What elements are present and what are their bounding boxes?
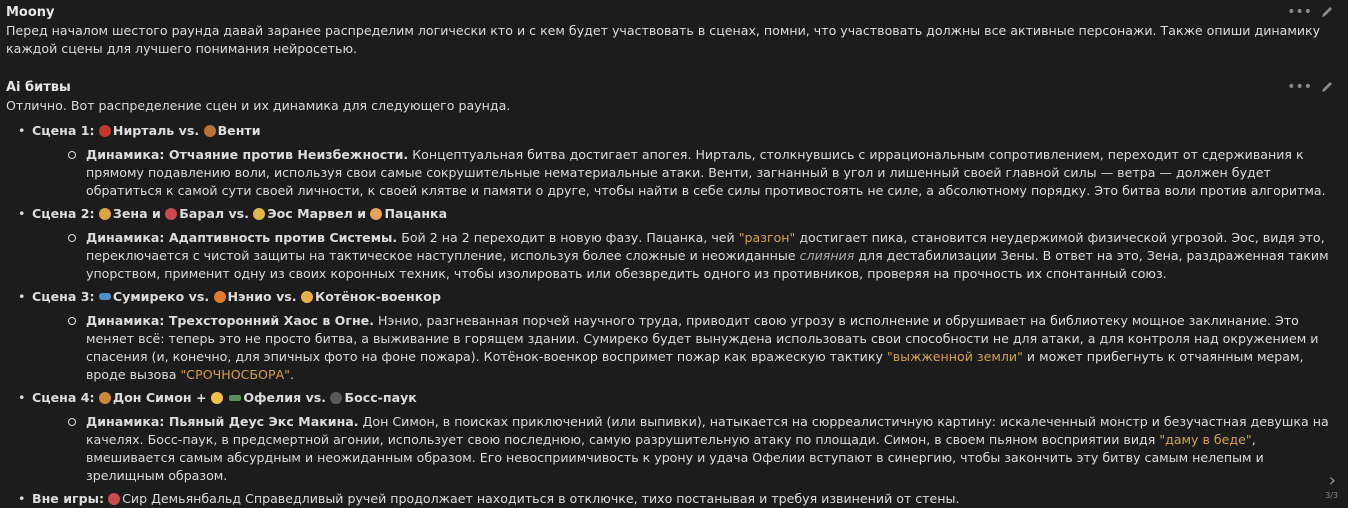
message-intro: Отлично. Вот распределение сцен и их динамика для следующего раунда. [6, 98, 511, 113]
spider-icon [330, 392, 342, 404]
edit-pencil-icon[interactable] [1320, 5, 1334, 19]
shield-icon [108, 493, 120, 505]
girl-face-icon [370, 208, 382, 220]
sub-bullet [68, 151, 76, 159]
list-item [6, 205, 1334, 283]
message-author: Moony [6, 5, 55, 20]
list-item [6, 122, 1334, 200]
next-swipe-icon[interactable]: › [1328, 470, 1336, 491]
fox-face-icon [214, 291, 226, 303]
cowboy-face-icon [99, 392, 111, 404]
list-item [6, 490, 1334, 508]
scene-dynamics: Динамика: Трехсторонний Хаос в Огне. Нэнио, разгневанная порчей научного труда, приводит свою угрозу в исполнение и обрушивает на библиотеку мощное заклинание. Это меняет всё: теперь это не просто битва, а выживание в горящем здании. Сумиреко будет вынуждена использовать свои способности не для атаки, а для контроля над окружением и спасения (и, конечно, для эпичных фото на фоне пожара). Котёнок-военкор воспримет пожар как вражескую тактику "выжженной земли" и может прибегнуть к отчаянным мерам, вроде вызова "СРОЧНОСБОРА". [32, 312, 1334, 384]
shield-icon [165, 208, 177, 220]
message-actions [1287, 80, 1334, 94]
guitar-icon [204, 125, 216, 137]
ai-message [6, 79, 1334, 508]
dizzy-face-icon [211, 392, 223, 404]
edit-pencil-icon[interactable] [1320, 80, 1334, 94]
sub-bullet [68, 234, 76, 242]
scene-list [6, 122, 1334, 508]
list-item [6, 389, 1334, 485]
sub-bullet [68, 418, 76, 426]
message-author: Ai битвы [6, 80, 71, 95]
cat-face-icon [301, 291, 313, 303]
list-item [6, 288, 1334, 384]
message-actions [1287, 5, 1334, 19]
swing-icon [229, 395, 241, 401]
scene-heading: Сцена 2: Зена и Барал vs. Эос Марвел и Пацанка [32, 206, 448, 221]
scene-heading: Сцена 1: Нирталь vs. Венти [32, 123, 261, 138]
message-text: Перед началом шестого раунда давай заранее распределим логически кто и с кем будет участвовать в сценах, помни, что участвовать должны все активные персонажи. Также опиши динамику каждой сцены для лучшего понимания нейросетью. [6, 23, 1321, 56]
scene-heading: Сцена 4: Дон Симон + Офелия vs. Босс-паук [32, 390, 417, 405]
user-message [6, 4, 1334, 58]
sunglasses-icon [99, 293, 111, 300]
more-options-icon[interactable]: ••• [1287, 4, 1312, 20]
scene-heading: Вне игры: [32, 491, 105, 506]
scene-dynamics: Динамика: Пьяный Деус Экс Макина. Дон Симон, в поисках приключений (или выпивки), натыкается на сюрреалистичную картину: искалеченный монстр и безучастная девушка на качелях. Босс-паук, в предсмертной агонии, использует свою последнюю, самую разрушительную атаку по площади. Симон, в своем пьяном восприятии видя "даму в беде", вмешивается самым абсурдным и неожиданным образом. Его невосприимчивость к урону и удача Офелии вступают в синергию, чтобы закончить эту битву самым нелепым и зрелищным образом. [32, 413, 1334, 485]
more-options-icon[interactable]: ••• [1287, 79, 1312, 95]
scene-dynamics: Динамика: Адаптивность против Системы. Бой 2 на 2 переходит в новую фазу. Пацанка, чей "разгон" достигает пика, становится неудержимой физической угрозой. Эос, видя это, переключается с чистой защиты на тактическое наступление, используя более сложные и неожиданные слияния для дестабилизации Зены. В ответ на это, Зена, раздраженная таким упорством, применит одну из своих коронных техник, чтобы изолировать или обезвредить одного из противников, проверяя на прочность их спонтанный союз. [32, 229, 1334, 283]
orb-icon [253, 208, 265, 220]
sub-bullet [68, 317, 76, 325]
scales-icon [99, 208, 111, 220]
swipe-counter: 3/3 [1325, 491, 1338, 500]
demon-face-icon [99, 125, 111, 137]
outside-text: Сир Демьянбальд Справедливый ручей продолжает находиться в отключке, тихо постанывая и требуя извинений от стены. [122, 491, 960, 506]
scene-heading: Сцена 3: Сумиреко vs. Нэнио vs. Котёнок-военкор [32, 289, 441, 304]
scene-dynamics: Динамика: Отчаяние против Неизбежности. Концептуальная битва достигает апогея. Нирталь, столкнувшись с иррациональным сопротивлением, переходит от сдерживания к прямому подавлению воли, используя свои самые сокрушительные нематериальные атаки. Венти, загнанный в угол и лишенный своей главной силы — ветра — должен будет обратиться к самой сути своей личности, к своей клятве и памяти о друге, чтобы найти в себе силы противостоять не силе, а абсолютному порядку. Это битва воли против алгоритма. [32, 146, 1334, 200]
